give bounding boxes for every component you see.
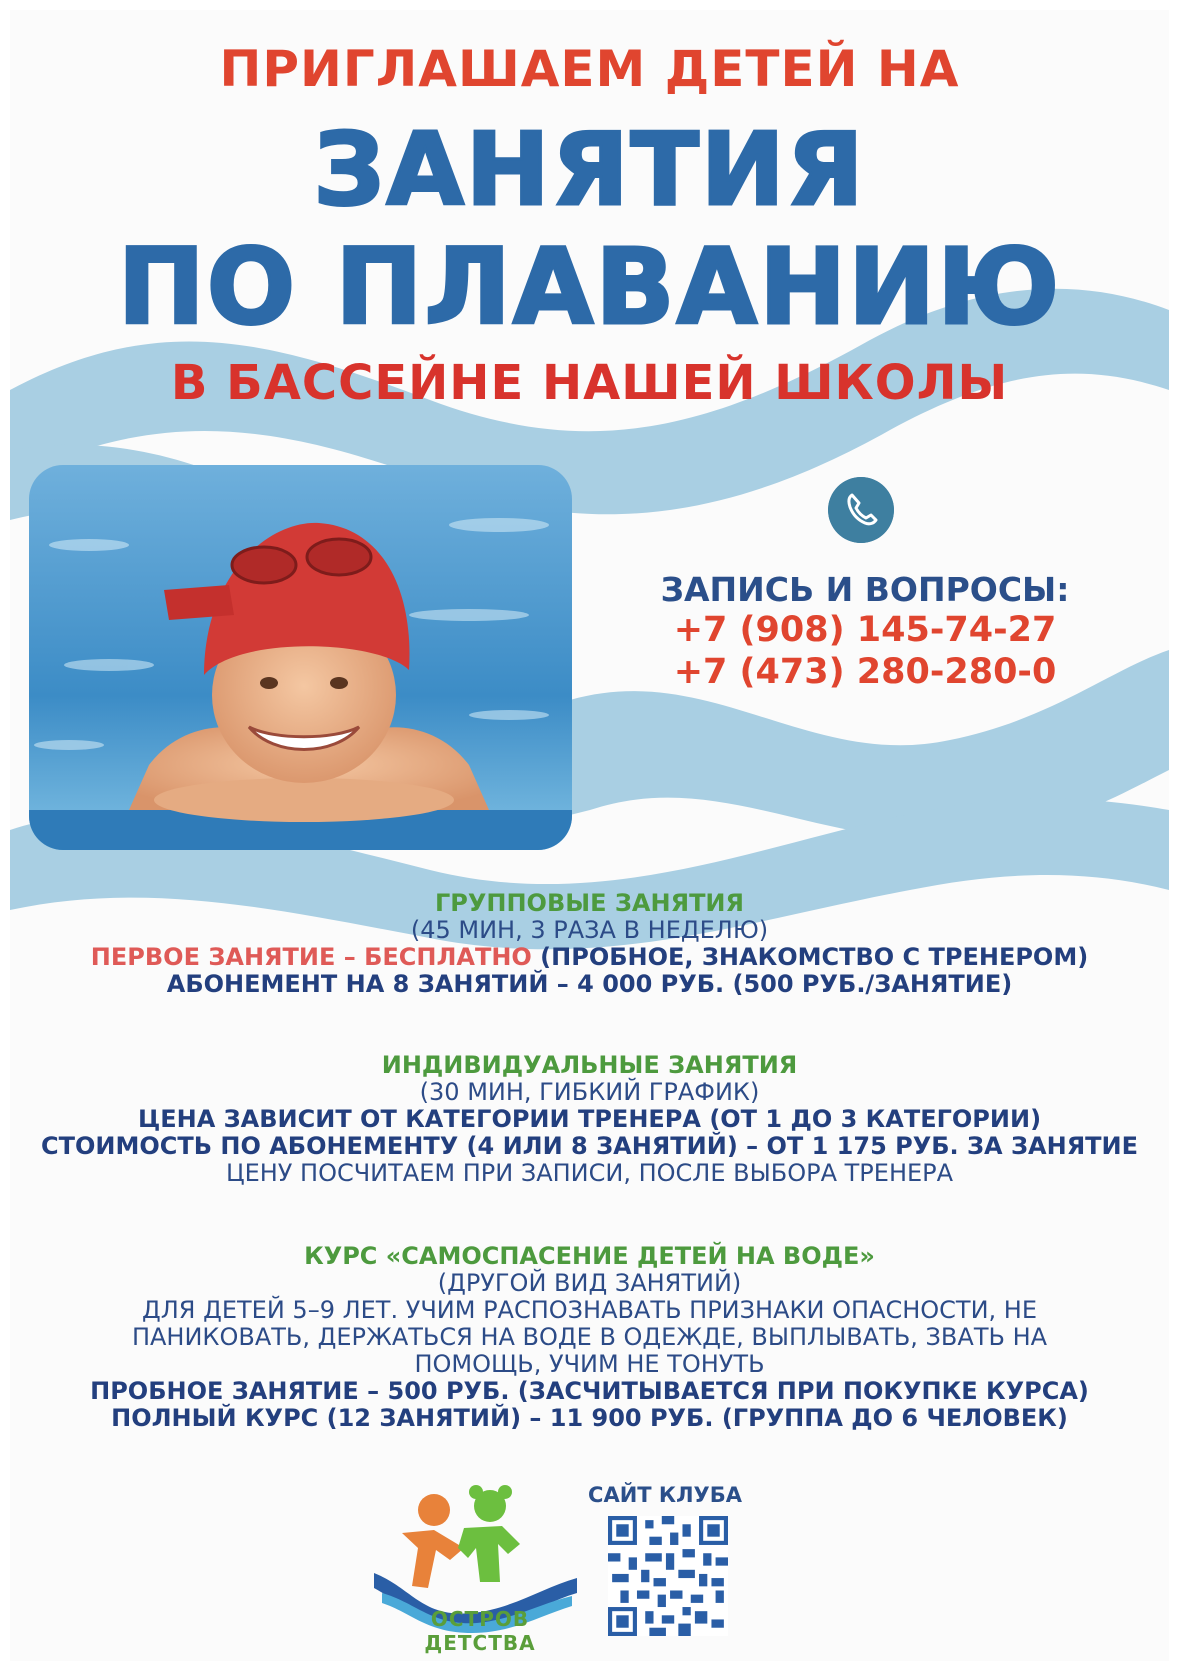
qr-code-icon[interactable]: [608, 1516, 728, 1636]
course-desc-1: ДЛЯ ДЕТЕЙ 5–9 ЛЕТ. УЧИМ РАСПОЗНАВАТЬ ПРИЗНАКИ ОПАСНОСТИ, НЕ: [142, 1296, 1037, 1324]
group-free-highlight: ПЕРВОЕ ЗАНЯТИЕ – БЕСПЛАТНО: [90, 943, 532, 971]
contact-title: ЗАПИСЬ И ВОПРОСЫ:: [660, 570, 1070, 609]
course-desc-3: ПОМОЩЬ, УЧИМ НЕ ТОНУТЬ: [414, 1350, 765, 1378]
club-logo-text: ОСТРОВ ДЕТСТВА: [424, 1607, 536, 1655]
phone-number-1[interactable]: +7 (908) 145-74-27: [673, 610, 1057, 650]
course-title: КУРС «САМОСПАСЕНИЕ ДЕТЕЙ НА ВОДЕ»: [304, 1242, 875, 1270]
headline-classes: ЗАНЯТИЯ: [313, 111, 866, 228]
individual-subtitle: (30 МИН, ГИБКИЙ ГРАФИК): [419, 1078, 760, 1106]
individual-line-2: СТОИМОСТЬ ПО АБОНЕМЕНТУ (4 ИЛИ 8 ЗАНЯТИЙ) – ОТ 1 175 РУБ. ЗА ЗАНЯТИЕ: [40, 1132, 1139, 1160]
group-free-line: [10, 944, 1169, 971]
course-trial: ПРОБНОЕ ЗАНЯТИЕ – 500 РУБ. (ЗАСЧИТЫВАЕТСЯ ПРИ ПОКУПКЕ КУРСА): [90, 1377, 1089, 1405]
child-swimmer-photo: [29, 465, 572, 850]
individual-title: ИНДИВИДУАЛЬНЫЕ ЗАНЯТИЯ: [381, 1051, 798, 1079]
group-title: ГРУППОВЫЕ ЗАНЯТИЯ: [435, 889, 744, 917]
individual-line-1: ЦЕНА ЗАВИСИТ ОТ КАТЕГОРИИ ТРЕНЕРА (ОТ 1 ДО 3 КАТЕГОРИИ): [137, 1105, 1042, 1133]
group-subscription: АБОНЕМЕНТ НА 8 ЗАНЯТИЙ – 4 000 РУБ. (500 РУБ./ЗАНЯТИЕ): [166, 970, 1013, 998]
course-full: ПОЛНЫЙ КУРС (12 ЗАНЯТИЙ) – 11 900 РУБ. (ГРУППА ДО 6 ЧЕЛОВЕК): [111, 1404, 1068, 1432]
site-label: САЙТ КЛУБА: [588, 1483, 742, 1507]
course-subtitle: (ДРУГОЙ ВИД ЗАНЯТИЙ): [437, 1269, 742, 1297]
course-desc-2: ПАНИКОВАТЬ, ДЕРЖАТЬСЯ НА ВОДЕ В ОДЕЖДЕ, ВЫПЛЫВАТЬ, ЗВАТЬ НА: [131, 1323, 1048, 1351]
phone-number-2[interactable]: +7 (473) 280-280-0: [673, 652, 1057, 692]
poster: [10, 10, 1169, 1661]
group-classes-section: [10, 890, 1169, 998]
headline-swimming: ПО ПЛАВАНИЮ: [117, 226, 1062, 348]
headline-invite: ПРИГЛАШАЕМ ДЕТЕЙ НА: [219, 40, 960, 98]
course-section: [10, 1243, 1169, 1432]
group-free-rest: (ПРОБНОЕ, ЗНАКОМСТВО С ТРЕНЕРОМ): [531, 943, 1089, 971]
phone-icon[interactable]: [828, 477, 894, 543]
headline-pool: В БАССЕЙНЕ НАШЕЙ ШКОЛЫ: [170, 355, 1009, 411]
individual-line-3: ЦЕНУ ПОСЧИТАЕМ ПРИ ЗАПИСИ, ПОСЛЕ ВЫБОРА ТРЕНЕРА: [225, 1159, 954, 1187]
group-subtitle: (45 МИН, 3 РАЗА В НЕДЕЛЮ): [410, 916, 769, 944]
individual-classes-section: [10, 1052, 1169, 1187]
